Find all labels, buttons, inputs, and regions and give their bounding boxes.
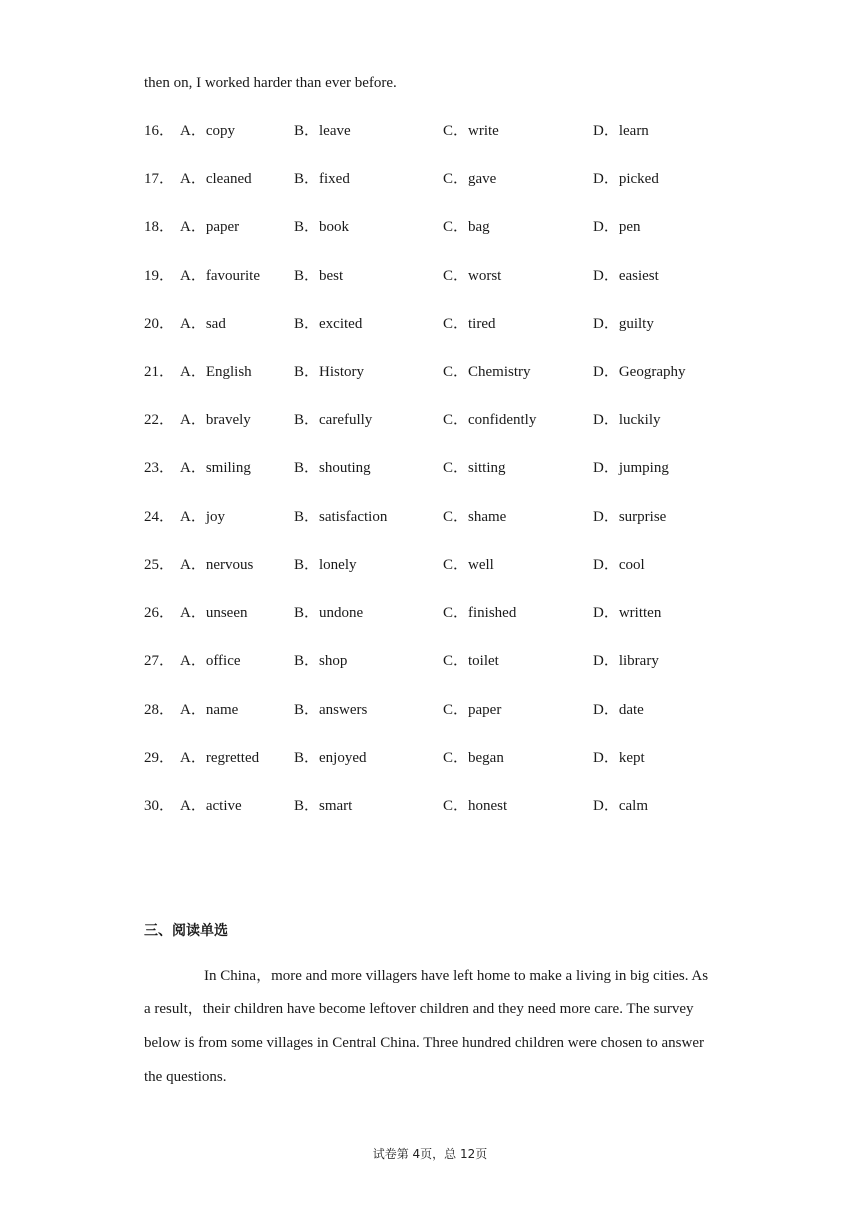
page-footer: 试卷第 4页，总 12页	[372, 1147, 488, 1161]
question-row	[144, 410, 764, 430]
question-row	[144, 362, 764, 382]
option-c: C．shame	[443, 509, 507, 525]
passage-line: the questions.	[144, 1069, 227, 1085]
option-d: D．library	[593, 653, 659, 669]
option-d: D．calm	[593, 798, 648, 814]
question-row	[144, 507, 764, 527]
option-b: B．smart	[294, 798, 353, 814]
option-b: B．carefully	[294, 412, 373, 428]
option-c: C．finished	[443, 605, 517, 621]
option-d: D．picked	[593, 171, 659, 187]
question-row	[144, 314, 764, 334]
option-c: C．honest	[443, 798, 508, 814]
option-a: A．name	[180, 702, 239, 718]
option-a: A．joy	[180, 509, 226, 525]
option-c: C．Chemistry	[443, 364, 531, 380]
question-row	[144, 266, 764, 286]
option-b: B．book	[294, 219, 350, 235]
question-row	[144, 169, 764, 189]
question-row	[144, 700, 764, 720]
question-number: 25．	[144, 557, 175, 573]
option-d: D．kept	[593, 750, 645, 766]
option-a: A．active	[180, 798, 242, 814]
question-number: 17．	[144, 171, 175, 187]
question-number: 22．	[144, 412, 175, 428]
intro-line: then on, I worked harder than ever before.	[144, 75, 397, 91]
option-b: B．excited	[294, 316, 363, 332]
question-number: 27．	[144, 653, 175, 669]
option-b: B．undone	[294, 605, 364, 621]
question-number: 26．	[144, 605, 175, 621]
option-d: D．jumping	[593, 460, 669, 476]
option-b: B．lonely	[294, 557, 357, 573]
option-d: D．Geography	[593, 364, 686, 380]
option-a: A．nervous	[180, 557, 254, 573]
option-d: D．easiest	[593, 268, 659, 284]
question-row	[144, 555, 764, 575]
question-number: 19．	[144, 268, 175, 284]
option-a: A．smiling	[180, 460, 251, 476]
option-a: A．office	[180, 653, 241, 669]
option-a: A．regretted	[180, 750, 260, 766]
option-b: B．fixed	[294, 171, 350, 187]
passage-line: below is from some villages in Central China. Three hundred children were chosen to answer	[144, 1035, 704, 1051]
passage-line: In China，more and more villagers have left home to make a living in big cities. As	[204, 968, 709, 984]
option-d: D．written	[593, 605, 662, 621]
question-row	[144, 748, 764, 768]
option-a: A．favourite	[180, 268, 260, 284]
section-heading: 三、阅读单选	[144, 923, 228, 939]
question-number: 23．	[144, 460, 175, 476]
option-c: C．paper	[443, 702, 502, 718]
option-d: D．pen	[593, 219, 641, 235]
option-d: D．surprise	[593, 509, 667, 525]
question-number: 16．	[144, 123, 175, 139]
option-d: D．date	[593, 702, 644, 718]
option-d: D．cool	[593, 557, 645, 573]
option-d: D．guilty	[593, 316, 654, 332]
option-a: A．paper	[180, 219, 240, 235]
question-row	[144, 217, 764, 237]
option-a: A．bravely	[180, 412, 251, 428]
option-d: D．learn	[593, 123, 649, 139]
option-c: C．confidently	[443, 412, 537, 428]
option-c: C．tired	[443, 316, 496, 332]
option-a: A．copy	[180, 123, 235, 139]
option-c: C．worst	[443, 268, 502, 284]
question-row	[144, 121, 764, 141]
passage-line: a result，their children have become leftover children and they need more care. The survey	[144, 1001, 694, 1017]
option-c: C．toilet	[443, 653, 499, 669]
option-c: C．bag	[443, 219, 490, 235]
option-a: A．cleaned	[180, 171, 252, 187]
option-b: B．answers	[294, 702, 368, 718]
option-b: B．satisfaction	[294, 509, 388, 525]
option-b: B．best	[294, 268, 344, 284]
question-row	[144, 651, 764, 671]
option-b: B．enjoyed	[294, 750, 367, 766]
question-number: 24．	[144, 509, 175, 525]
option-c: C．gave	[443, 171, 497, 187]
question-number: 18．	[144, 219, 175, 235]
option-b: B．shouting	[294, 460, 371, 476]
question-number: 20．	[144, 316, 175, 332]
option-c: C．write	[443, 123, 499, 139]
option-d: D．luckily	[593, 412, 661, 428]
question-number: 28．	[144, 702, 175, 718]
option-c: C．sitting	[443, 460, 506, 476]
question-row	[144, 458, 764, 478]
option-a: A．unseen	[180, 605, 248, 621]
question-row	[144, 603, 764, 623]
option-b: B．History	[294, 364, 365, 380]
option-c: C．well	[443, 557, 494, 573]
option-a: A．English	[180, 364, 252, 380]
option-b: B．shop	[294, 653, 348, 669]
option-c: C．began	[443, 750, 504, 766]
question-number: 21．	[144, 364, 175, 380]
option-b: B．leave	[294, 123, 351, 139]
question-number: 30．	[144, 798, 175, 814]
question-row	[144, 796, 764, 816]
question-number: 29．	[144, 750, 175, 766]
option-a: A．sad	[180, 316, 226, 332]
